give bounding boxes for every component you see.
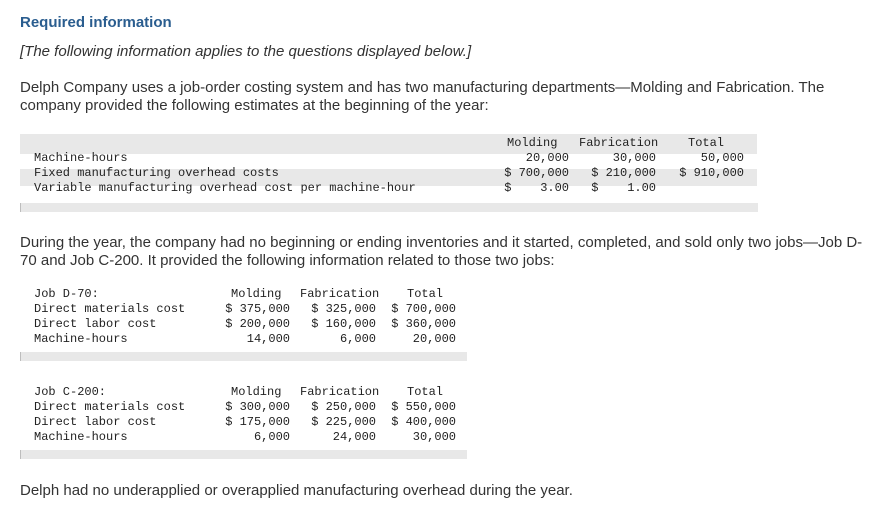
fabrication-value: $ 325,000 — [311, 302, 376, 316]
fabrication-value: 30,000 — [612, 151, 656, 165]
total-value: $ 360,000 — [391, 317, 456, 331]
fabrication-value: $ 250,000 — [311, 400, 376, 414]
total-value: 20,000 — [412, 332, 456, 346]
fabrication-value: 24,000 — [332, 430, 376, 444]
header-total: Total — [688, 136, 725, 150]
header-molding: Molding — [507, 136, 558, 150]
total-value: $ 550,000 — [391, 400, 456, 414]
intro-paragraph: Delph Company uses a job-order costing system and has two manufacturing departments—Molding and Fabrication. The company provided the following estimates at the beginning of the year: — [20, 79, 825, 114]
total-value: $ 910,000 — [679, 166, 744, 180]
molding-value: $ 700,000 — [504, 166, 569, 180]
row-label: Variable manufacturing overhead cost per machine-hour — [34, 181, 416, 195]
row-label: Direct labor cost — [34, 317, 157, 331]
molding-value: $ 300,000 — [225, 400, 290, 414]
molding-value: $ 200,000 — [225, 317, 290, 331]
header-total: Total — [407, 385, 444, 399]
fabrication-value: $ 225,000 — [311, 415, 376, 429]
molding-value: 20,000 — [525, 151, 569, 165]
required-information-heading: Required information — [20, 14, 172, 31]
header-fabrication: Fabrication — [300, 287, 380, 301]
fabrication-value: $ 160,000 — [311, 317, 376, 331]
header-total: Total — [407, 287, 444, 301]
total-value: $ 400,000 — [391, 415, 456, 429]
header-fabrication: Fabrication — [300, 385, 380, 399]
row-label: Fixed manufacturing overhead costs — [34, 166, 279, 180]
fabrication-value: 6,000 — [339, 332, 376, 346]
fabrication-value: $ 1.00 — [591, 181, 656, 195]
total-value: 50,000 — [700, 151, 744, 165]
fabrication-value: $ 210,000 — [591, 166, 656, 180]
total-value: 30,000 — [412, 430, 456, 444]
molding-value: $ 375,000 — [225, 302, 290, 316]
info-note: [The following information applies to the questions displayed below.] — [20, 43, 472, 60]
total-value: $ 700,000 — [391, 302, 456, 316]
header-fabrication: Fabrication — [579, 136, 659, 150]
header-molding: Molding — [231, 287, 282, 301]
molding-value: 14,000 — [246, 332, 290, 346]
molding-value: $ 3.00 — [504, 181, 569, 195]
row-label: Machine-hours — [34, 151, 128, 165]
row-label: Machine-hours — [34, 332, 128, 346]
row-label: Machine-hours — [34, 430, 128, 444]
molding-value: 6,000 — [253, 430, 290, 444]
molding-value: $ 175,000 — [225, 415, 290, 429]
row-label: Direct labor cost — [34, 415, 157, 429]
job-title: Job C-200: — [34, 385, 107, 399]
jobs-intro-paragraph: During the year, the company had no beginning or ending inventories and it started, completed, and sold only two jobs—Job D-70 and Job C-200. It provided the following information related to those two jobs: — [20, 234, 863, 269]
closing-paragraph: Delph had no underapplied or overapplied manufacturing overhead during the year. — [20, 482, 573, 499]
job-title: Job D-70: — [34, 287, 99, 301]
row-label: Direct materials cost — [34, 400, 186, 414]
header-molding: Molding — [231, 385, 282, 399]
row-label: Direct materials cost — [34, 302, 186, 316]
